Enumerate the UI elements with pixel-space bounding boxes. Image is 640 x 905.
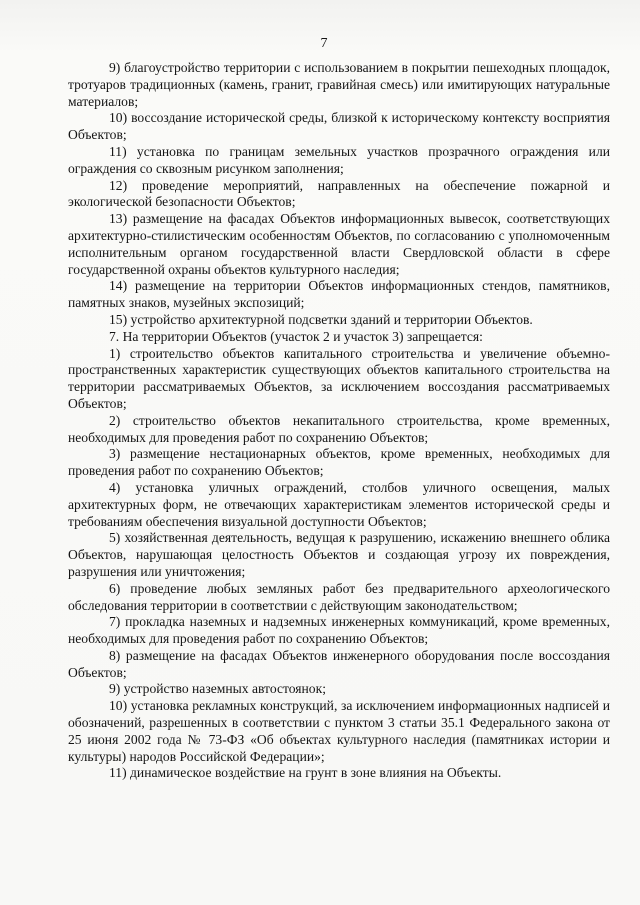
paragraph: 3) размещение нестационарных объектов, кроме временных, необходимых для проведения работ по сохранению Объектов;: [68, 446, 610, 479]
paragraph: 12) проведение мероприятий, направленных на обеспечение пожарной и экологической безопасности Объектов;: [68, 177, 610, 210]
paragraph: 5) хозяйственная деятельность, ведущая к разрушению, искажению внешнего облика Объектов, нарушающая целостность Объектов и создающая угрозу их повреждения, разрушения или уничтожения;: [68, 530, 610, 579]
paragraph: 8) размещение на фасадах Объектов инженерного оборудования после воссоздания Объектов;: [68, 647, 610, 680]
paragraph: 14) размещение на территории Объектов информационных стендов, памятников, памятных знаков, музейных экспозиций;: [68, 278, 610, 311]
paragraph: 2) строительство объектов некапитального строительства, кроме временных, необходимых для проведения работ по сохранению Объектов;: [68, 412, 610, 445]
page-number: 7: [320, 36, 328, 51]
paragraph: 10) воссоздание исторической среды, близкой к историческому контексту восприятия Объектов;: [68, 110, 610, 143]
paragraph: 9) устройство наземных автостоянок;: [109, 681, 326, 697]
paragraph: 11) установка по границам земельных участков прозрачного ограждения или ограждения со сквозным рисунком заполнения;: [68, 143, 610, 176]
paragraph: 1) строительство объектов капитального строительства и увеличение объемно-пространственных характеристик существующих объектов капитального строительства на территории рассматриваемых Объектов, за исключением воссоздания рассматриваемых Объектов;: [68, 345, 610, 411]
paragraph: 6) проведение любых земляных работ без предварительного археологического обследования территории в соответствии с действующим законодательством;: [68, 580, 610, 613]
paragraph: 9) благоустройство территории с использованием в покрытии пешеходных площадок, тротуаров традиционных (камень, гранит, гравийная смесь) или имитирующих натуральные материалов;: [68, 60, 610, 109]
paragraph: 15) устройство архитектурной подсветки зданий и территории Объектов.: [109, 311, 533, 327]
paragraph: 10) установка рекламных конструкций, за исключением информационных надписей и обозначений, разрешенных в соответствии с пунктом 3 статьи 35.1 Федерального закона от 25 июня 2002 года № 73-ФЗ «Об объектах культурного наследия (памятниках истории и культуры) народов Российской Федерации»;: [68, 698, 610, 764]
paragraph: 7) прокладка наземных и надземных инженерных коммуникаций, кроме временных, необходимых для проведения работ по сохранению Объектов;: [68, 614, 610, 647]
document-body: [68, 60, 610, 782]
section-heading: 7. На территории Объектов (участок 2 и участок 3) запрещается:: [109, 328, 483, 344]
paragraph: 4) установка уличных ограждений, столбов уличного освещения, малых архитектурных форм, не отвечающих характеристикам элементов исторической среды и требованиям обеспечения визуальной доступности Объектов;: [68, 479, 610, 529]
paragraph: 13) размещение на фасадах Объектов информационных вывесок, соответствующих архитектурно-стилистическим особенностям Объектов, по согласованию с уполномоченным исполнительным органом государственной власти Свердловской области в сфере государственной охраны объектов культурного наследия;: [68, 211, 610, 277]
paragraph: 11) динамическое воздействие на грунт в зоне влияния на Объекты.: [109, 765, 502, 781]
